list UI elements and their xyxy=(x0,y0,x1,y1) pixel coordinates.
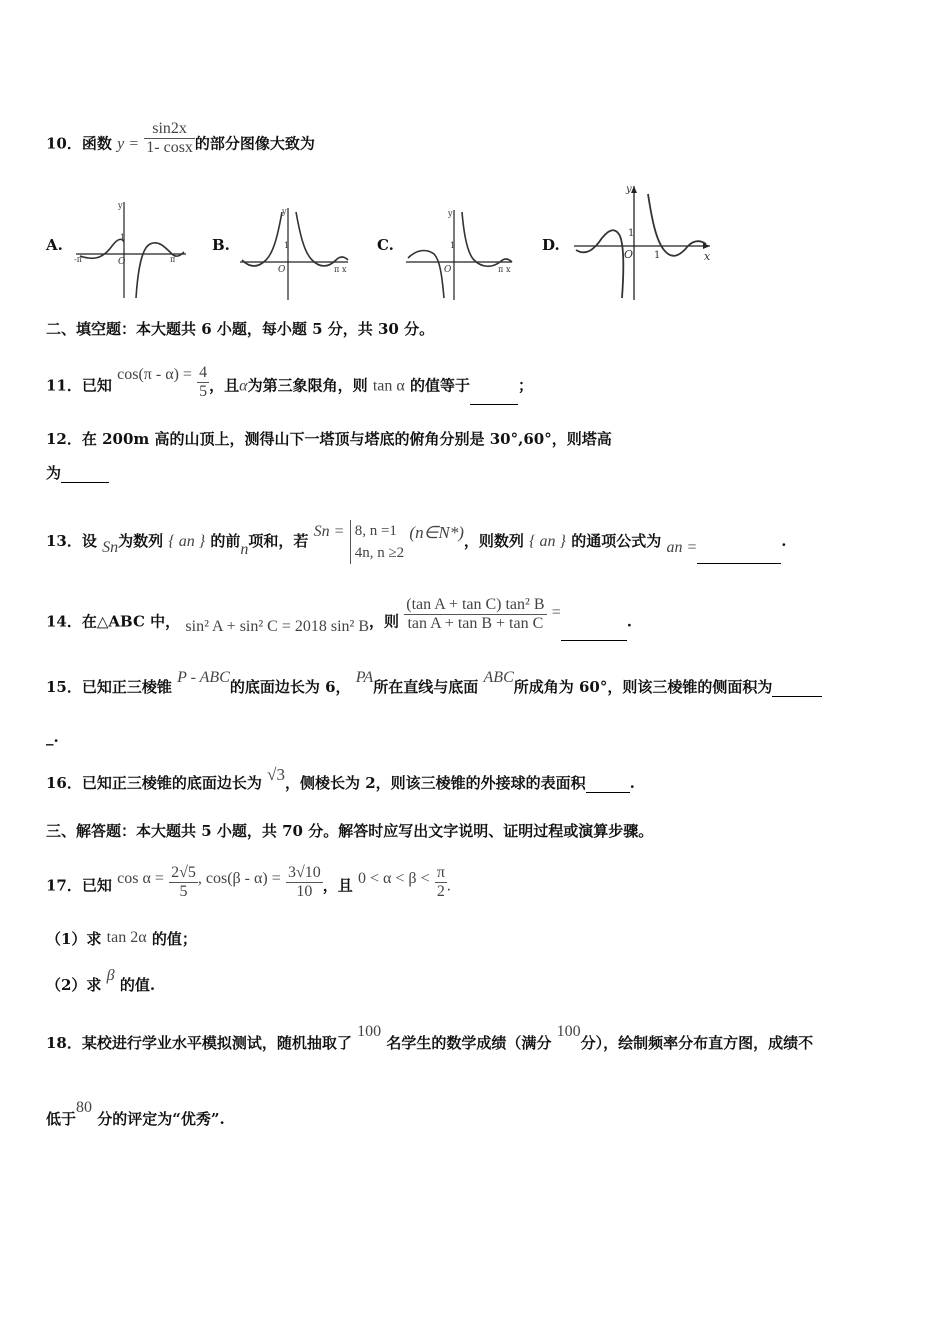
svg-text:y: y xyxy=(282,207,287,216)
section-2-heading: 二、填空题：本大题共 6 小题，每小题 5 分，共 30 分。 xyxy=(46,320,435,338)
question-10 xyxy=(46,120,315,163)
option-b-graph xyxy=(236,204,352,302)
question-15: 15．已知正三棱锥 P - ABC的底面边长为 6， PA所在直线与底面 ABC所成角为 60°，则该三棱锥的侧面积为 xyxy=(46,676,822,697)
question-18-line1: 18．某校进行学业水平模拟测试，随机抽取了 100 名学生的数学成绩（满分 100分），绘制频率分布直方图，成绩不 xyxy=(46,1023,814,1052)
q13-answer-blank[interactable] xyxy=(697,549,781,564)
q11-tan: tan α xyxy=(372,377,405,395)
q17-fraction-2: $\frac{3√10}{10}$ xyxy=(287,864,321,900)
q14-fraction: $\frac{\text{(tan A + tan C) tan² B}}{\text{tan A + tan B + tan C}}$ xyxy=(406,596,545,632)
svg-text:x: x xyxy=(704,250,711,263)
option-c-graph xyxy=(402,206,516,302)
question-12-line1: 12．在 200m 高的山顶上，测得山下一塔顶与塔底的俯角分别是 30°,60°，则塔高 xyxy=(46,430,612,448)
q14-equation: sin² A + sin² C = 2018 sin² B xyxy=(185,617,369,635)
question-17-part-1: （1）求 tan 2α 的值； xyxy=(46,929,197,948)
svg-text:x: x xyxy=(506,265,511,274)
q10-text-b: 的部分图像大致为 xyxy=(194,134,315,153)
q11-cos-expr: cos(π - α) = xyxy=(117,365,192,383)
option-d-label: D. xyxy=(542,236,560,254)
question-16: 16．已知正三棱锥的底面边长为 √3，侧棱长为 2，则该三棱锥的外接球的表面积 . xyxy=(46,765,635,792)
q15-answer-blank[interactable] xyxy=(772,682,822,697)
svg-text:1: 1 xyxy=(628,228,635,239)
svg-text:π: π xyxy=(334,265,340,274)
svg-text:O: O xyxy=(444,265,452,275)
svg-text:1: 1 xyxy=(284,241,290,250)
q10-text-a: 函数 xyxy=(81,134,112,153)
q17-fraction-1: $\frac{2√5}{5}$ xyxy=(171,864,196,900)
q10-y: y = xyxy=(117,135,140,153)
q11-answer-blank[interactable] xyxy=(470,390,518,405)
q11-fraction: $\frac{4}{5}$ xyxy=(199,364,208,400)
svg-text:x: x xyxy=(342,265,347,274)
question-17-part-2: （2）求 β 的值. xyxy=(46,967,156,994)
svg-text:y: y xyxy=(626,184,632,195)
svg-text:O: O xyxy=(278,265,286,275)
question-17: 17．已知 cos α = $\frac{2√5}{5}$ , cos(β - α) = $\frac{3√10}{10}$ ，且 0 < α < β < $\frac{\pi}{2}$ . xyxy=(46,864,451,900)
svg-text:1: 1 xyxy=(120,233,126,242)
q12-answer-blank[interactable] xyxy=(61,468,109,483)
q13-cases: 8, n =1 4n, n ≥2 xyxy=(350,520,404,564)
q16-sqrt3: √3 xyxy=(267,765,285,784)
question-18-line2: 低于80 分的评定为“优秀”. xyxy=(46,1099,225,1128)
question-12-line2: 为 xyxy=(46,462,109,483)
q14-answer-blank[interactable] xyxy=(561,626,627,641)
svg-text:O: O xyxy=(624,248,634,261)
section-3-heading: 三、解答题：本大题共 5 小题，共 70 分。解答时应写出文字说明、证明过程或演算步骤。 xyxy=(46,822,654,840)
svg-text:-π: -π xyxy=(74,255,82,264)
q10-number: 10． xyxy=(46,134,82,153)
question-13: 13．设 Sn为数列 { an } 的前n项和，若 Sn = 8, n =1 4n, n ≥2 (n∈N*)，则数列 { an } 的通项公式为 an = . xyxy=(46,520,786,564)
svg-text:y: y xyxy=(448,209,453,218)
question-14: 14．在△ABC 中， sin² A + sin² C = 2018 sin² B，则 $\frac{\text{(tan A + tan C) tan² B}}{\text{tan A + tan B + tan C}}$ =. xyxy=(46,604,632,641)
svg-text:1: 1 xyxy=(654,250,661,261)
svg-text:π: π xyxy=(170,255,176,264)
option-d-graph xyxy=(570,180,714,302)
q16-answer-blank[interactable] xyxy=(586,778,630,793)
q10-fraction: $\frac{\sin 2x}{1- \cos x}$ xyxy=(146,120,193,156)
svg-text:y: y xyxy=(118,201,123,210)
svg-text:1: 1 xyxy=(450,241,456,250)
option-c-label: C. xyxy=(377,236,394,254)
option-b-label: B. xyxy=(212,236,230,254)
question-15-tail: _. xyxy=(46,728,59,746)
svg-text:O: O xyxy=(118,257,126,267)
option-a-graph xyxy=(72,198,190,302)
option-a-label: A. xyxy=(46,236,63,254)
question-11: 11．已知 cos(π - α) = $\frac{4}{5}$ ，且α为第三象限角，则 tan α 的值等于 ； xyxy=(46,368,533,405)
svg-text:π: π xyxy=(498,265,504,274)
q17-pi-fraction: $\frac{\pi}{2}$ xyxy=(436,864,445,900)
